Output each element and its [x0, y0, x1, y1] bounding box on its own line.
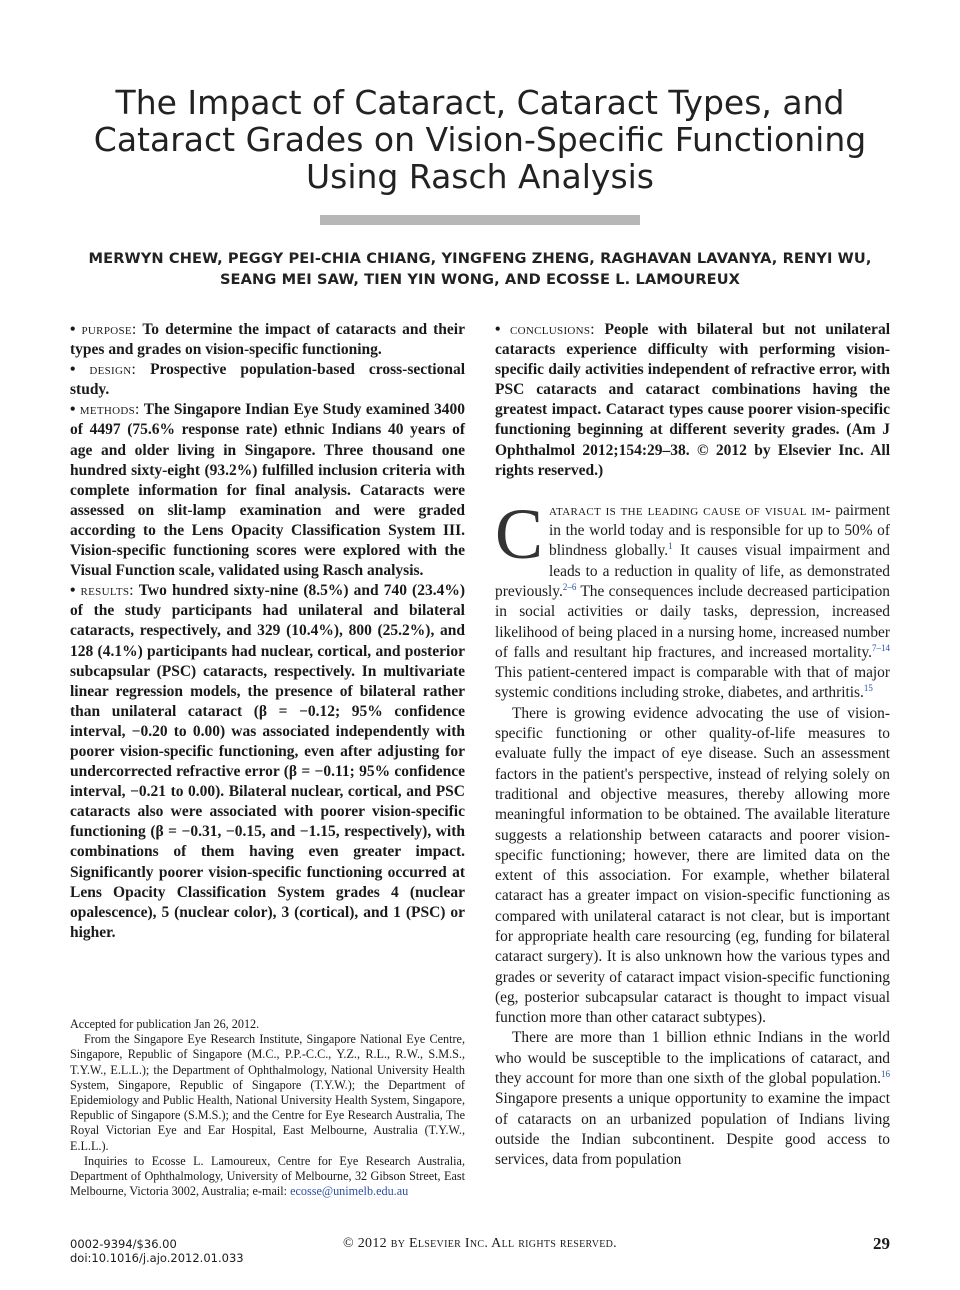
results-heading: results:: [80, 582, 134, 600]
article-title: The Impact of Cataract, Cataract Types, and Cataract Grades on Vision-Specific Functioning Using Rasch Analysis: [93, 83, 867, 196]
journal-citation: (Am J Ophthalmol 2012;154:29–38. © 2012 by Elsevier Inc. All rights reserved.): [495, 421, 891, 479]
issn: 0002-9394/$36.00: [70, 1237, 177, 1251]
conclusions-heading: conclusions:: [510, 321, 595, 338]
body-paragraph-3: [495, 1028, 890, 1170]
reference-link[interactable]: 16: [881, 1069, 890, 1080]
para1-text-a: pairment in the world today and is responsible for up to 50% of blindness globally.: [549, 501, 890, 560]
para1-text-d: This patient-centered impact is comparable with that of major systemic conditions including stroke, diabetes, and arthritis.: [495, 664, 890, 702]
abstract-results: • results: Two hundred sixty-nine (8.5%) and 740 (23.4%) of the study participants had unilateral and bilateral cataracts, respectively, and 329 (10.4%), 800 (25.2%), and 128 (4.1%) participants had nuclear, cortical, and posterior subcapsular (PSC) cataracts, respectively. In multivariate linear regression models, the presence of bilateral rather than unilateral cataract (β = −0.12; 95% confidence interval, −0.20 to 0.00) was associated independently with poorer vision-specific functioning, even after adjusting for undercorrected refractive error (β = −0.11; 95% confidence interval, −0.21 to 0.00). Bilateral nuclear, cortical, and PSC cataracts also were associated with poorer vision-specific functioning (β = −0.31, −0.15, and −1.15, respectively), with combinations of them having even greater impact. Significantly poorer vision-specific functioning occurred at Lens Opacity Classification System grades 4 (nuclear opalescence), 5 (nuclear color), 3 (cortical), and 1 (PSC) or higher.: [70, 582, 465, 941]
design-text: Prospective population-based cross-sectional study.: [70, 361, 465, 399]
results-text: Two hundred sixty-nine (8.5%) and 740 (23.4%) of the study participants had unilateral and bilateral cataracts, respectively, and 329 (10.4%), 800 (25.2%), and 128 (4.1%) participants had nuclear, cortical, and posterior subcapsular (PSC) cataracts, respectively. In multivariate linear regression models, the presence of bilateral rather than unilateral cataract (β = −0.12; 95% confidence interval, −0.20 to 0.00) was associated independently with poorer vision-specific functioning, even after adjusting for undercorrected refractive error (β = −0.11; 95% confidence interval, −0.21 to 0.00). Bilateral nuclear, cortical, and PSC cataracts also were associated with poorer vision-specific functioning (β = −0.31, −0.15, and −1.15, respectively), with combinations of them having even greater impact. Significantly poorer vision-specific functioning occurred at Lens Opacity Classification System grades 4 (nuclear opalescence), 5 (nuclear color), 3 (cortical), and 1 (PSC) or higher.: [70, 582, 465, 941]
para3-text-b: Singapore presents a unique opportunity to examine the impact of cataracts on an urbanized population of Indians living outside the Indian subcontinent. Despite good access to services, data from population: [495, 1090, 890, 1169]
abstract-right-column: [495, 320, 890, 481]
email-link[interactable]: ecosse@unimelb.edu.au: [290, 1184, 409, 1199]
doi: doi:10.1016/j.ajo.2012.01.033: [70, 1251, 244, 1265]
abstract-purpose: • purpose: To determine the impact of cataracts and their types and grades on vision-specific functioning.: [70, 321, 465, 359]
accepted-date: Accepted for publication Jan 26, 2012.: [70, 1017, 260, 1031]
reference-link[interactable]: 7–14: [872, 642, 890, 653]
correspondence: [70, 1154, 465, 1200]
body-paragraph-2: There is growing evidence advocating the use of vision-specific functioning or other quality-of-life measures to evaluate fully the impact of eye disease. Such an assessment factors in the patient's perspective, instead of relying solely on traditional and objective measures, thereby allowing more meaningful information to be obtained. The available literature suggests a relationship between cataracts and poorer vision-specific functioning; however, there are limited data on the extent of this association. For example, whether bilateral cataract has a greater impact on vision-specific functioning as compared with unilateral cataract is not clear, but is important for appropriate health care resourcing (eg, funding for bilateral cataract surgery). It is also unknown how the various types and grades or severity of cataract impact vision-specific functioning (eg, posterior subcapsular cataract is thought to impact visual function more than other cataract subtypes).: [495, 704, 890, 1027]
page-number: 29: [873, 1234, 890, 1253]
drop-cap: C: [495, 493, 544, 574]
methods-heading: methods:: [79, 401, 140, 419]
copyright-text: © 2012 by Elsevier Inc. All rights reserved.: [343, 1236, 617, 1251]
reference-link[interactable]: 1: [668, 541, 673, 552]
purpose-text: To determine the impact of cataracts and their types and grades on vision-specific functioning.: [70, 321, 465, 359]
reference-link[interactable]: 15: [863, 683, 873, 694]
footer-identifiers: [70, 1237, 244, 1265]
article-footnotes: [70, 1017, 465, 1199]
abstract-left-column: [70, 320, 465, 943]
conclusions-text: People with bilateral but not unilateral cataracts experience difficulty with performing vision-specific daily activities independent of refractive error, with PSC cataracts and cataract combinations having the greatest impact. Cataract types cause poorer vision-specific functioning beginning at different severity grades.: [495, 321, 890, 439]
body-text: [495, 493, 890, 1171]
para3-text-a: There are more than 1 billion ethnic Indians in the world who would be susceptible to the implications of cataract, and they account for more than one sixth of the global population.: [495, 1029, 890, 1088]
affiliations: From the Singapore Eye Research Institute, Singapore National Eye Centre, Singapore, Republic of Singapore (M.C., P.P.-C.C., Y.Z., R.L., R.W., S.M.S., T.Y.W., E.L.L.); the Department of Ophthalmology, National University Health System, Singapore, Republic of Singapore (T.Y.W.); the Department of Epidemiology and Public Health, National University Health System, Singapore, Republic of Singapore (S.M.S.); and the Centre for Eye Research Australia, The Royal Victorian Eye and Ear Hospital, East Melbourne, Australia (T.Y.W., E.L.L.).: [70, 1032, 466, 1153]
methods-text: The Singapore Indian Eye Study examined 3400 of 4497 (75.6% response rate) ethnic Indians 40 years of age and older living in Singapore. Three thousand one hundred sixty-eight (93.2%) fulfilled inclusion criteria with complete information for final analysis. Cataracts were assessed on slit-lamp examination and were graded according to the Lens Opacity Classification System III. Vision-specific functioning scores were explored with the Visual Function scale, validated using Rasch analysis.: [70, 401, 465, 580]
para1-text-b: It causes visual impairment and leads to a reduction in quality of life, as demonstrated previously.: [495, 542, 890, 600]
author-list: MERWYN CHEW, PEGGY PEI-CHIA CHIANG, YINGFENG ZHENG, RAGHAVAN LAVANYA, RENYI WU, SEANG MEI SAW, TIEN YIN WONG, AND ECOSSE L. LAMOUREUX: [88, 250, 872, 288]
abstract-design: • design: Prospective population-based cross-sectional study.: [70, 361, 465, 399]
right-column: [495, 320, 890, 1171]
abstract-conclusions: • conclusions: People with bilateral but not unilateral cataracts experience difficulty with performing vision-specific daily activities independent of refractive error, with PSC cataracts and cataract combinations having the greatest impact. Cataract types cause poorer vision-specific functioning beginning at different severity grades. (Am J Ophthalmol 2012;154:29–38. © 2012 by Elsevier Inc. All rights reserved.): [495, 321, 891, 479]
footer-copyright: [300, 1236, 660, 1252]
title-divider: [320, 215, 640, 225]
abstract-methods: • methods: The Singapore Indian Eye Study examined 3400 of 4497 (75.6% response rate) ethnic Indians 40 years of age and older living in Singapore. Three thousand one hundred sixty-eight (93.2%) fulfilled inclusion criteria with complete information for final analysis. Cataracts were assessed on slit-lamp examination and were graded according to the Lens Opacity Classification System III. Vision-specific functioning scores were explored with the Visual Function scale, validated using Rasch analysis.: [70, 401, 465, 580]
para1-text-c: The consequences include decreased participation in social activities or daily tasks, depression, increased likelihood of being placed in a nursing home, increased number of falls and resultant hip fractures, and increased mortality.: [495, 582, 890, 661]
body-paragraph-1: [495, 493, 890, 704]
correspondence-text: Inquiries to Ecosse L. Lamoureux, Centre for Eye Research Australia, Department of Ophthalmology, University of Melbourne, 32 Gibson Street, East Melbourne, Victoria 3002, Australia; e-mail:: [70, 1153, 465, 1199]
lead-in: ataract is the leading cause of visual im-: [549, 501, 831, 519]
purpose-heading: purpose:: [81, 321, 137, 338]
design-heading: design:: [89, 361, 137, 379]
reference-link[interactable]: 2–6: [562, 581, 577, 592]
